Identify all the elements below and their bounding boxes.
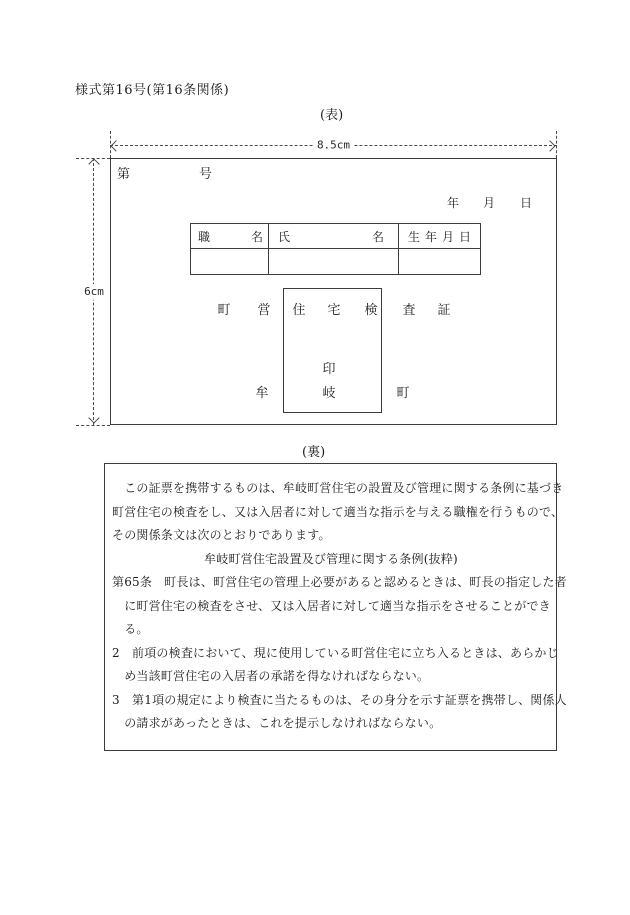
town-name-char: 町 — [396, 386, 410, 401]
birth-date-label: 生年月日 — [407, 229, 476, 244]
height-measure-label: 6cm — [83, 283, 105, 299]
back-text-line: その関係条文は次のとおりであります。 — [112, 528, 331, 542]
arrow-up-icon — [88, 158, 99, 169]
back-text-line: 3 第1項の規定により検査に当たるものは、その身分を示す証票を携帯し、関係人 — [112, 692, 567, 707]
job-title-char-first: 職 — [198, 229, 211, 244]
ordinance-title-line: 牟岐町営住宅設置及び管理に関する条例(抜粋) — [204, 551, 458, 566]
header-name — [269, 224, 399, 249]
date-day-label: 日 — [520, 196, 533, 210]
back-side-label: (裏) — [302, 445, 326, 460]
certificate-front-card — [110, 158, 557, 425]
back-text-line: 2 前項の検査において、現に使用している町営住宅に立ち入るときは、あらかじ — [112, 645, 559, 660]
arrow-down-icon — [88, 412, 99, 423]
back-text-line: め当該町営住宅の入居者の承諾を得なければならない。 — [112, 669, 430, 683]
arrow-left-icon — [110, 140, 121, 151]
title-char: 査 — [402, 303, 416, 318]
name-char-last: 名 — [371, 229, 384, 244]
width-measure-line — [110, 138, 557, 152]
name-char-first: 氏 — [278, 229, 291, 244]
arrow-right-icon — [544, 140, 555, 151]
header-birth-date — [399, 224, 480, 249]
height-measure-line — [84, 158, 104, 425]
back-text-line: この証票を携帯するものは、牟岐町営住宅の設置及び管理に関する条例に基づき — [112, 481, 564, 495]
serial-number-prefix: 第 — [117, 167, 131, 182]
title-char: 宅 — [327, 303, 341, 318]
town-name-char: 牟 — [255, 386, 269, 401]
certificate-back-card — [104, 463, 567, 751]
back-text-line: 第65条 町長は、町営住宅の管理上必要があると認めるときは、町長の指定した者 — [112, 575, 567, 589]
title-char: 検 — [364, 303, 378, 318]
width-measure-label: 8.5cm — [313, 139, 354, 151]
title-char: 町 — [217, 303, 231, 318]
back-text-line: の請求があったときは、これを提示しなければならない。 — [112, 716, 442, 730]
back-text-line: に町営住宅の検査をさせ、又は入居者に対して適当な指示をさせることができ — [112, 598, 551, 613]
back-text-line: 町営住宅の検査をし、又は入居者に対して適当な指示を与える職権を行うもので、 — [112, 504, 564, 519]
job-title-char-last: 名 — [250, 229, 263, 244]
back-text-line: る。 — [112, 622, 149, 636]
title-char: 住 — [292, 303, 306, 318]
birth-date-empty-cell — [399, 249, 480, 274]
seal-label: 印 — [322, 362, 336, 377]
official-info-table — [190, 223, 481, 275]
title-char: 証 — [437, 303, 451, 318]
height-measure-tick-bottom — [76, 425, 110, 426]
serial-number-suffix: 号 — [199, 167, 213, 182]
front-side-label: (表) — [320, 108, 344, 123]
town-name-char: 岐 — [322, 386, 336, 401]
form-number-label: 様式第16号(第16条関係) — [75, 83, 230, 98]
date-year-label: 年 — [447, 196, 460, 210]
date-month-label: 月 — [483, 196, 496, 210]
header-job-title — [191, 224, 269, 249]
title-char: 営 — [257, 303, 271, 318]
name-empty-cell — [269, 249, 399, 274]
job-title-empty-cell — [191, 249, 269, 274]
